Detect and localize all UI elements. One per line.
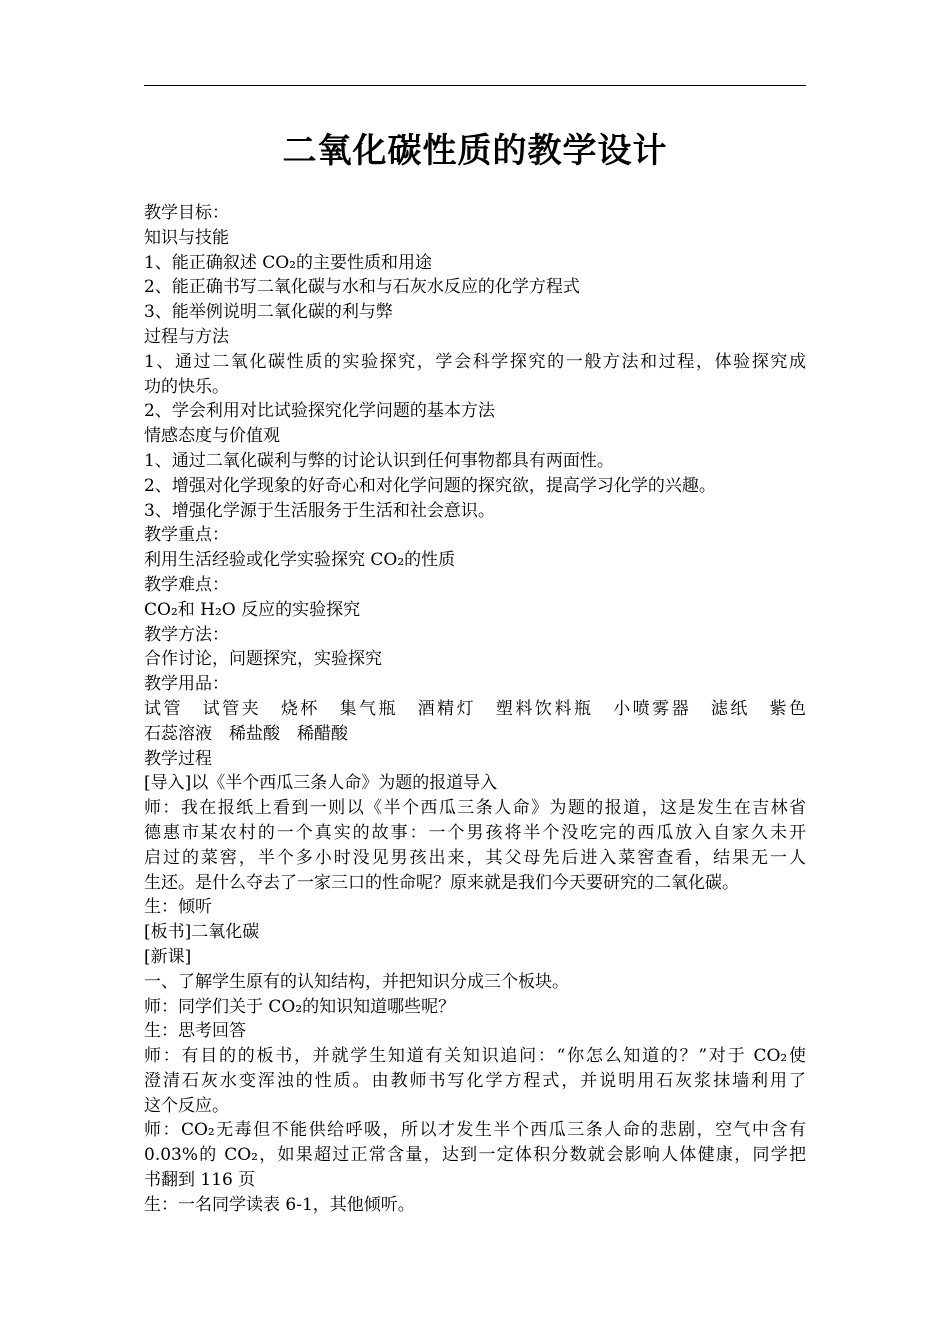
text-line: 教学用品： bbox=[144, 674, 229, 695]
text-line: 过程与方法 bbox=[144, 326, 229, 347]
text-line: 1、能正确叙述 CO₂的主要性质和用途 bbox=[144, 252, 432, 273]
text-line: [导入]以《半个西瓜三条人命》为题的报道导入 bbox=[144, 773, 498, 794]
text-line: 德惠市某农村的一个真实的故事：一个男孩将半个没吃完的西瓜放入自家久未开 bbox=[144, 822, 806, 843]
text-line: 利用生活经验或化学实验探究 CO₂的性质 bbox=[144, 550, 456, 571]
text-line: 师：同学们关于 CO₂的知识知道哪些呢？ bbox=[144, 996, 456, 1017]
text-line: 教学方法： bbox=[144, 624, 229, 645]
text-line: 合作讨论，问题探究，实验探究 bbox=[144, 649, 382, 670]
text-line: 3、能举例说明二氧化碳的利与弊 bbox=[144, 302, 393, 323]
text-line: 澄清石灰水变浑浊的性质。由教师书写化学方程式，并说明用石灰浆抹墙利用了 bbox=[144, 1070, 806, 1091]
text-line: 功的快乐。 bbox=[144, 376, 229, 397]
text-line: CO₂和 H₂O 反应的实验探究 bbox=[144, 599, 361, 620]
document-title: 二氧化碳性质的教学设计 bbox=[282, 131, 668, 171]
text-line: 1、通过二氧化碳性质的实验探究，学会科学探究的一般方法和过程，体验探究成 bbox=[144, 351, 806, 372]
text-line: 书翻到 116 页 bbox=[144, 1170, 256, 1191]
text-line: 石蕊溶液 稀盐酸 稀醋酸 bbox=[144, 723, 348, 744]
text-line: 1、通过二氧化碳利与弊的讨论认识到任何事物都具有两面性。 bbox=[144, 450, 614, 471]
text-line: 师：CO₂无毒但不能供给呼吸，所以才发生半个西瓜三条人命的悲剧，空气中含有 bbox=[144, 1120, 806, 1141]
text-line: [新课] bbox=[144, 946, 192, 967]
text-line: 生：思考回答 bbox=[144, 1021, 246, 1042]
text-line: 这个反应。 bbox=[144, 1095, 229, 1116]
text-line: 教学过程 bbox=[144, 748, 212, 769]
text-line: 一、了解学生原有的认知结构，并把知识分成三个板块。 bbox=[144, 971, 569, 992]
text-line: 情感态度与价值观 bbox=[144, 426, 280, 447]
text-line: 师：有目的的板书，并就学生知道有关知识追问：“你怎么知道的？”对于 CO₂使 bbox=[144, 1046, 806, 1067]
text-line: 生：一名同学读表 6-1，其他倾听。 bbox=[144, 1194, 415, 1215]
text-line: 教学重点： bbox=[144, 525, 229, 546]
document-body bbox=[144, 201, 806, 1218]
text-line: 教学难点： bbox=[144, 574, 229, 595]
text-line: 3、增强化学源于生活服务于生活和社会意识。 bbox=[144, 500, 495, 521]
header-rule bbox=[144, 85, 806, 86]
text-line: 知识与技能 bbox=[144, 227, 229, 248]
text-line: 2、能正确书写二氧化碳与水和与石灰水反应的化学方程式 bbox=[144, 277, 580, 298]
text-line: [板书]二氧化碳 bbox=[144, 922, 260, 943]
text-line: 师：我在报纸上看到一则以《半个西瓜三条人命》为题的报道，这是发生在吉林省 bbox=[144, 798, 806, 819]
text-line: 2、增强对化学现象的好奇心和对化学问题的探究欲，提高学习化学的兴趣。 bbox=[144, 475, 716, 496]
text-line: 生还。是什么夺去了一家三口的性命呢？原来就是我们今天要研究的二氧化碳。 bbox=[144, 872, 739, 893]
text-line: 0.03%的 CO₂，如果超过正常含量，达到一定体积分数就会影响人体健康，同学把 bbox=[144, 1145, 806, 1166]
text-line: 2、学会利用对比试验探究化学问题的基本方法 bbox=[144, 401, 495, 422]
text-line: 启过的菜窖，半个多小时没见男孩出来，其父母先后进入菜窖查看，结果无一人 bbox=[144, 847, 806, 868]
text-line: 生：倾听 bbox=[144, 897, 212, 918]
text-line: 教学目标： bbox=[144, 203, 229, 223]
text-line: 试管 试管夹 烧杯 集气瓶 酒精灯 塑料饮料瓶 小喷雾器 滤纸 紫色 bbox=[144, 698, 806, 719]
